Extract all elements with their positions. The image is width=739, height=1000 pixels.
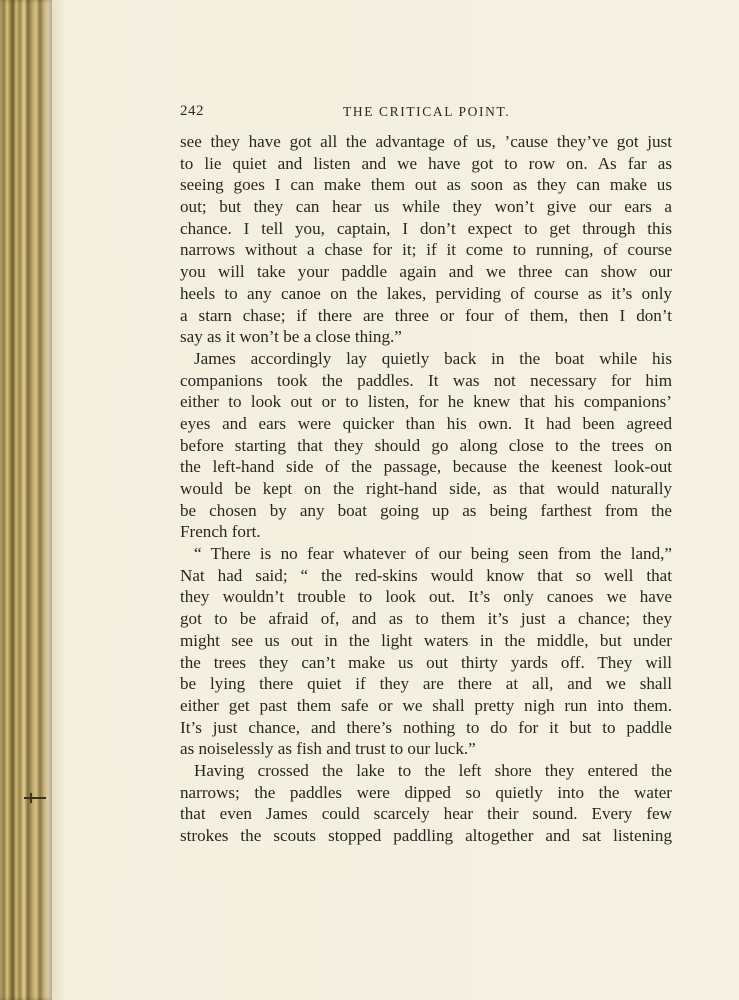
text-line: say as it won’t be a close thing.”	[180, 327, 402, 347]
text-line: out; but they can hear us while they won’t give our ears a	[180, 197, 672, 217]
text-line: be lying there quiet if they are there at all, and we shall	[180, 674, 672, 694]
text-line: either get past them safe or we shall pretty nigh run into them.	[180, 695, 672, 715]
text-line: It’s just chance, and there’s nothing to do for it but to paddle	[180, 717, 672, 737]
body-text	[180, 131, 672, 847]
margin-marker-bar	[24, 797, 46, 799]
text-line: Having crossed the lake to the left shore they entered the	[194, 760, 672, 780]
text-line: the left-hand side of the passage, because the keenest look-out	[180, 457, 672, 477]
text-line: French fort.	[180, 522, 261, 542]
text-line: as noiselessly as fish and trust to our luck.”	[180, 739, 476, 759]
book-binding	[0, 0, 52, 1000]
text-line: a starn chase; if there are three or four of them, then I don’t	[180, 305, 672, 325]
text-line: see they have got all the advantage of us, ’cause they’ve got just	[180, 132, 672, 151]
text-line: heels to any canoe on the lakes, perviding of course as it’s only	[180, 283, 672, 303]
text-line: Nat had said; “ the red-skins would know that so well that	[180, 565, 672, 585]
running-title: THE CRITICAL POINT.	[343, 104, 511, 119]
text-line: they wouldn’t trouble to look out. It’s only canoes we have	[180, 587, 672, 607]
text-line: narrows without a chase for it; if it come to running, of course	[180, 240, 672, 260]
margin-marker	[24, 793, 46, 803]
margin-marker-notch	[30, 793, 32, 803]
text-line: before starting that they should go along close to the trees on	[180, 435, 672, 455]
text-line: got to be afraid of, and as to them it’s just a chance; they	[180, 609, 672, 629]
text-line: the trees they can’t make us out thirty yards off. They will	[180, 652, 672, 672]
text-line: that even James could scarcely hear their sound. Every few	[180, 804, 672, 824]
text-line: would be kept on the right-hand side, as that would naturally	[180, 479, 672, 498]
text-line: seeing goes I can make them out as soon as they can make us	[180, 175, 672, 195]
text-line: chance. I tell you, captain, I don’t expect to get through this	[180, 218, 672, 238]
text-line: to lie quiet and listen and we have got to row on. As far as	[180, 153, 672, 173]
text-line: be chosen by any boat going up as being farthest from the	[180, 500, 672, 520]
text-line: narrows; the paddles were dipped so quietly into the water	[180, 782, 672, 802]
text-line: might see us out in the light waters in the middle, but under	[180, 630, 672, 650]
text-line: James accordingly lay quietly back in the boat while his	[194, 348, 672, 368]
text-line: either to look out or to listen, for he knew that his companions’	[180, 392, 672, 412]
text-line: eyes and ears were quicker than his own. It had been agreed	[180, 413, 672, 433]
text-line: “ There is no fear whatever of our being seen from the land,”	[194, 544, 672, 564]
text-line: strokes the scouts stopped paddling altogether and sat listening	[180, 826, 672, 845]
page-number: 242	[180, 103, 204, 119]
text-line: you will take your paddle again and we three can show our	[180, 262, 672, 282]
text-line: companions took the paddles. It was not necessary for him	[180, 370, 672, 390]
page-header	[180, 103, 705, 121]
